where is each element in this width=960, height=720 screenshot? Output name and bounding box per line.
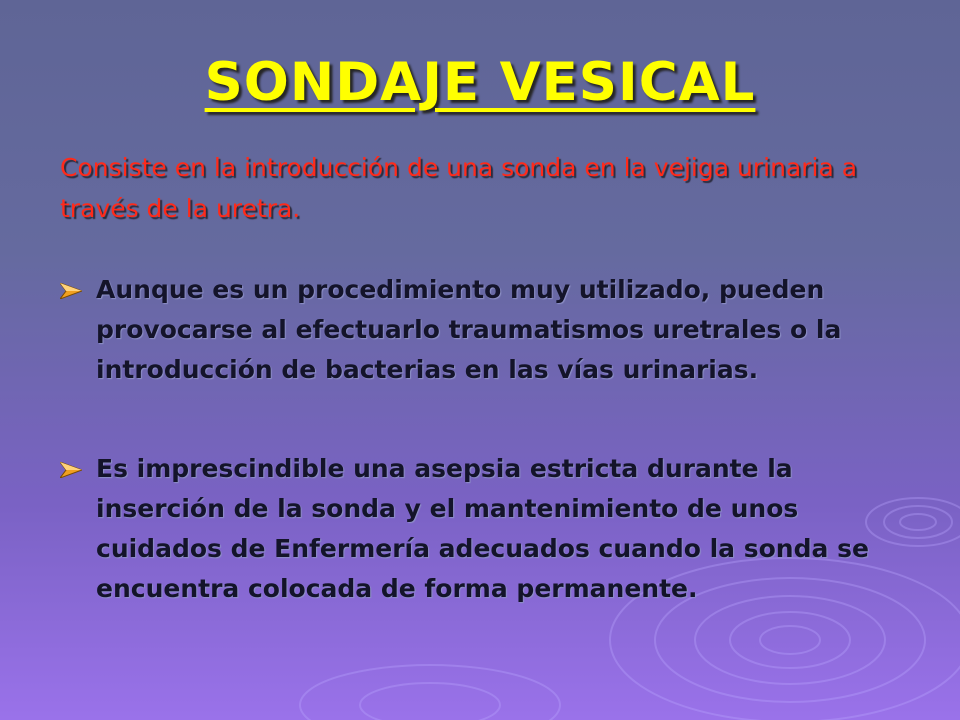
bullet-text: Aunque es un procedimiento muy utilizado, pueden provocarse al efectuarlo traumatismos uretrales o la introducción de bacterias en las vías urinarias. <box>96 275 842 384</box>
slide-title: SONDAJE VESICAL <box>204 52 756 113</box>
arrow-bullet-icon <box>60 462 82 478</box>
intro-text: Consiste en la introducción de una sonda en la vejiga urinaria a través de la uretra. <box>60 153 858 223</box>
bullet-text: Es imprescindible una asepsia estricta durante la inserción de la sonda y el mantenimiento de unos cuidados de Enfermería adecuados cuando la sonda se encuentra colocada de forma permanente. <box>96 454 869 603</box>
arrow-bullet-icon <box>60 283 82 299</box>
bullet-item <box>60 449 910 609</box>
bullet-list <box>60 270 910 609</box>
bullet-item <box>60 270 910 390</box>
